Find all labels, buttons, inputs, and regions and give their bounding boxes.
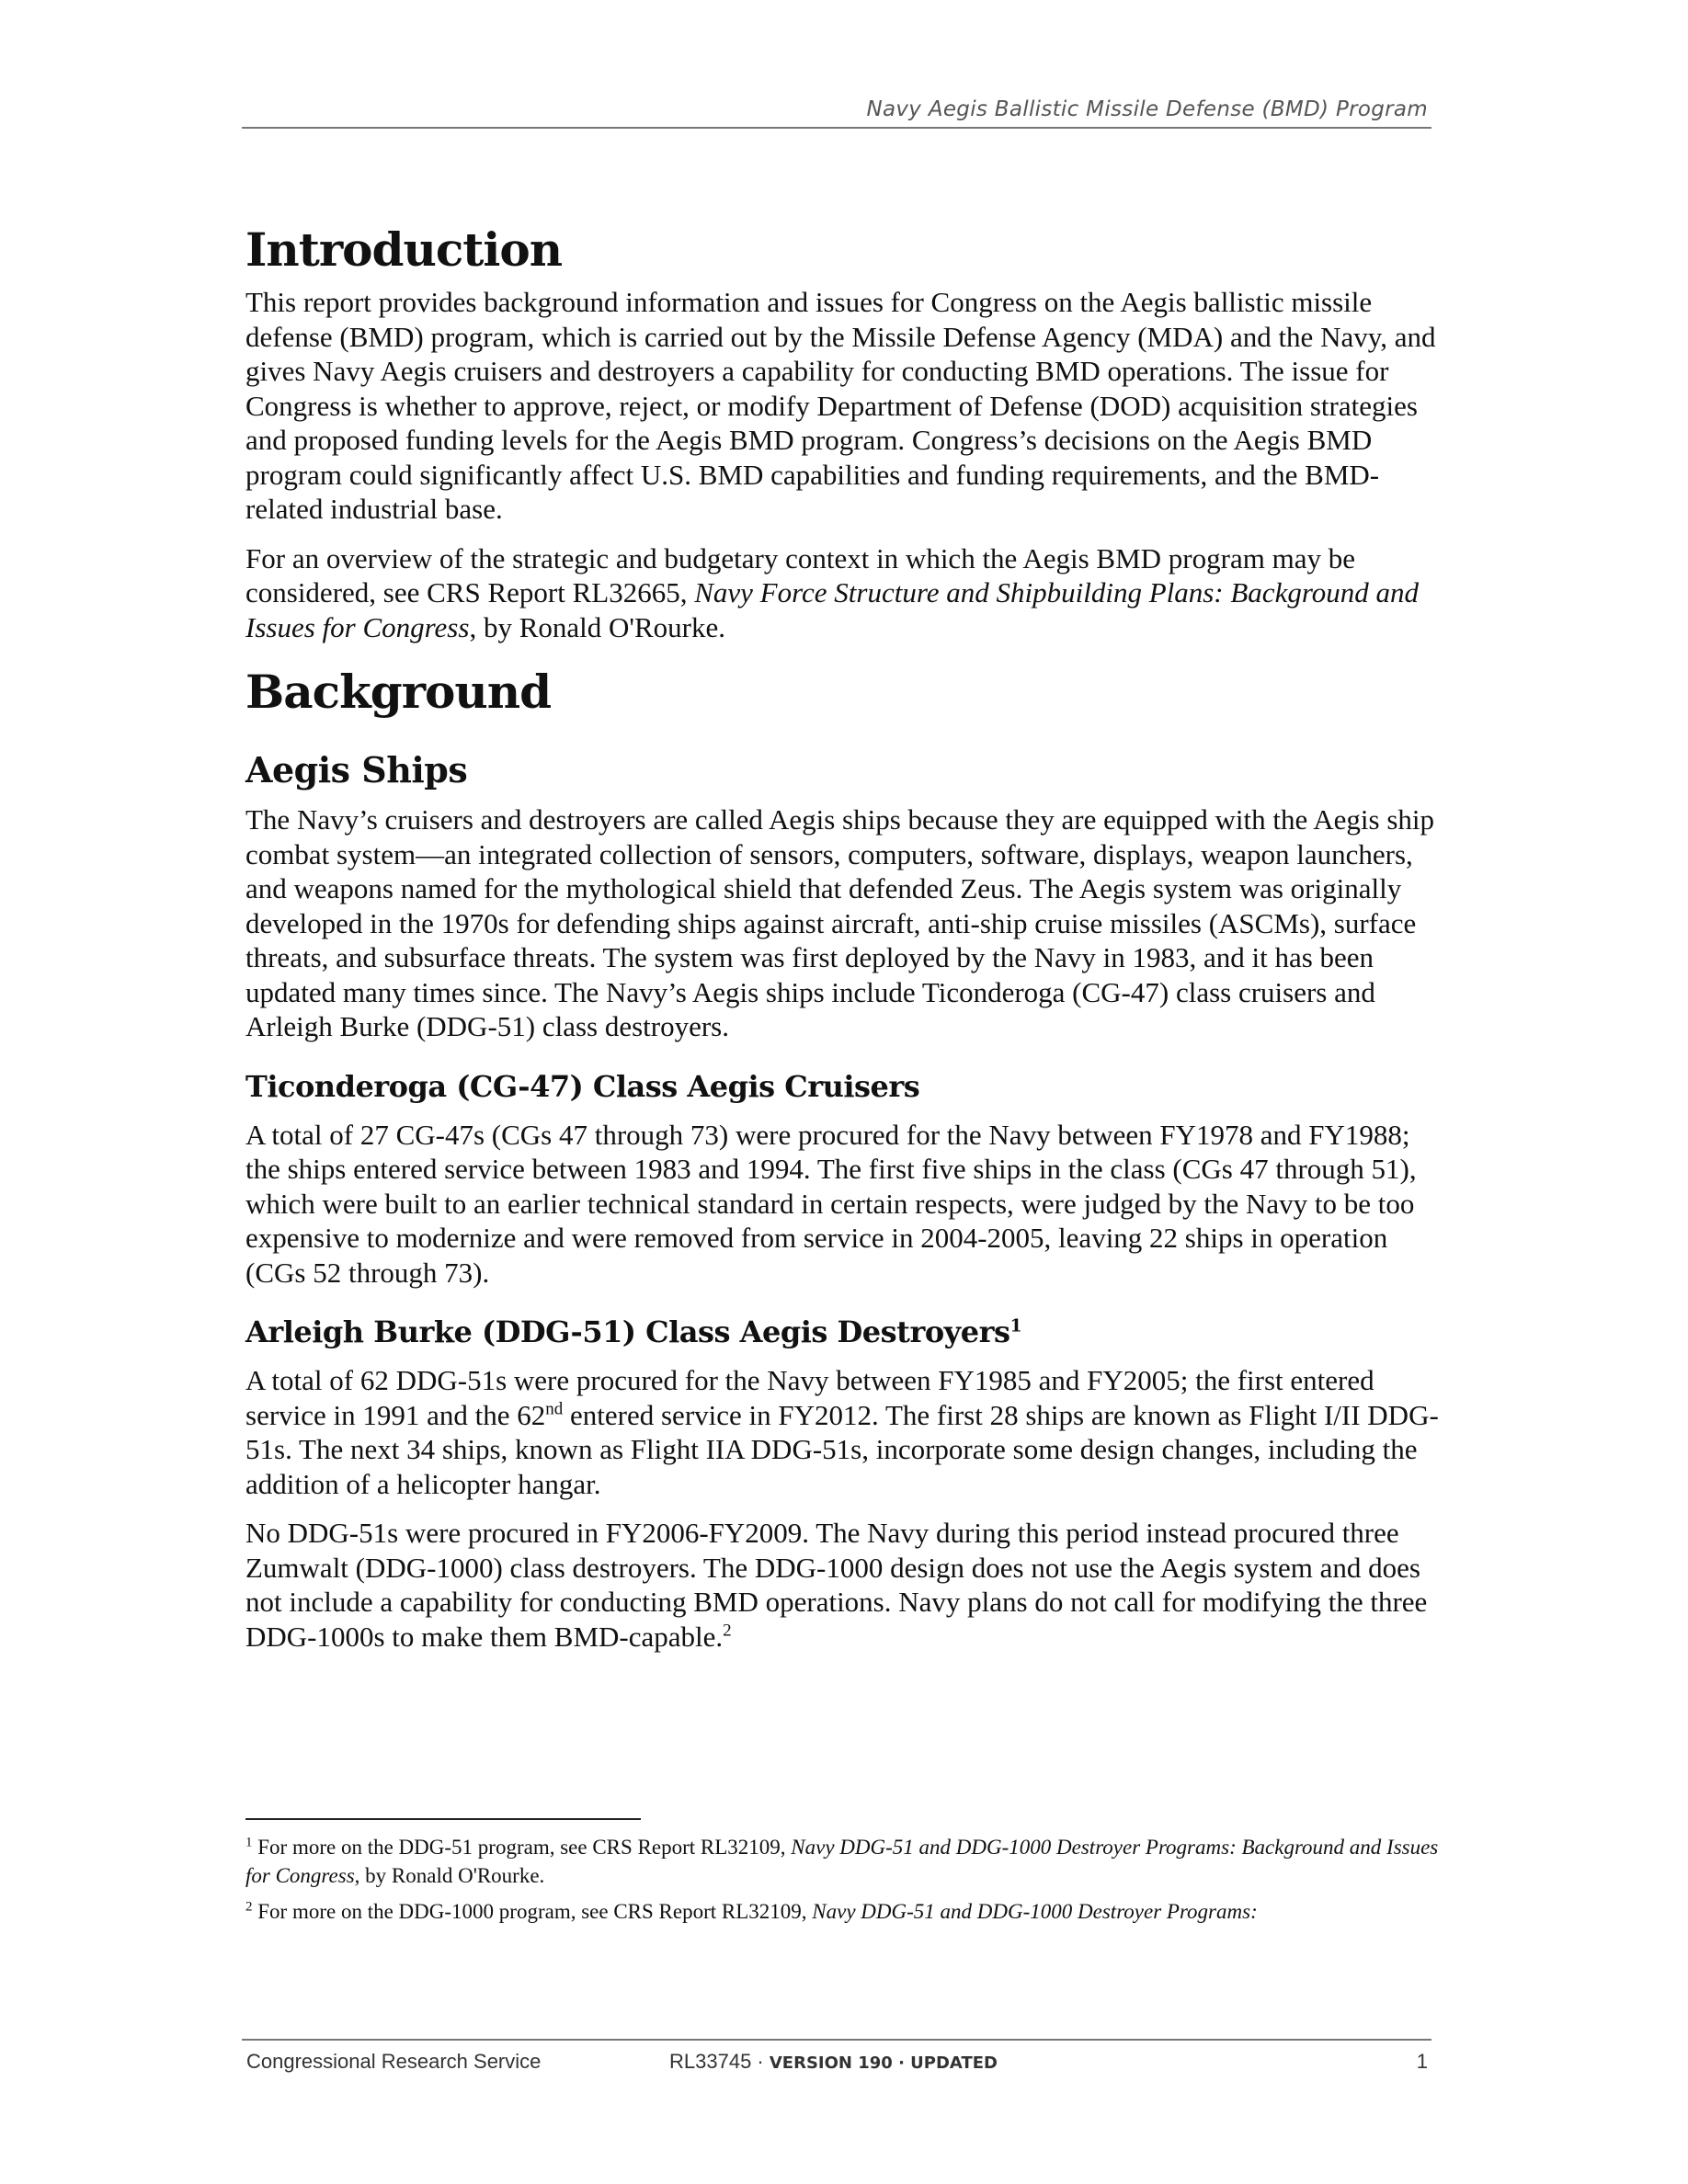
background-heading: Background [245, 665, 552, 719]
arleigh-burke-paragraph-1-rest: entered service in FY2012. The first 28 ships are known as Flight I/II DDG-51s. The next 34 ships, known as Flight IIA DDG-51s, incorporate some design changes, including the addition of a helicopter hangar. [245, 1398, 1439, 1500]
footer-version: VERSION 190 · UPDATED [769, 2053, 998, 2073]
footnote-1 [245, 1833, 1441, 1890]
running-header [242, 94, 1431, 129]
running-footer [242, 2039, 1431, 2077]
report-title-link: Navy Force Structure and Shipbuilding Plans: Background and Issues for Congress [245, 576, 1419, 643]
ticonderoga-heading: Ticonderoga (CG-47) Class Aegis Cruisers [245, 1068, 920, 1104]
aegis-ships-paragraph: The Navy’s cruisers and destroyers are called Aegis ships because they are equipped with the Aegis ship combat system—an integrated collection of sensors, computers, software, displays, weapon launchers, and weapons named for the mythological shield that defended Zeus. The Aegis system was originally developed in the 1970s for defending ships against aircraft, anti-ship cruise missiles (ASCMs), surface threats, and subsurface threats. The system was first deployed by the Navy in 1983, and it has been updated many times since. The Navy’s Aegis ships include Ticonderoga (CG-47) class cruisers and Arleigh Burke (DDG-51) class destroyers. [245, 803, 1435, 1042]
footnote-1-text: For more on the DDG-51 program, see CRS Report RL32109, [252, 1836, 792, 1859]
footnote-1-number: 1 [245, 1835, 253, 1850]
introduction-paragraph-2-text: For an overview of the strategic and budgetary context in which the Aegis BMD program may be considered, see CRS Report RL32665, [245, 541, 1355, 609]
introduction-heading: Introduction [245, 222, 563, 277]
footer-report-id [669, 2050, 998, 2074]
footnote-2-report-title: Navy DDG-51 and DDG-1000 Destroyer Programs: [812, 1900, 1258, 1923]
arleigh-burke-heading [245, 1312, 1441, 1352]
ticonderoga-paragraph: A total of 27 CG-47s (CGs 47 through 73) were procured for the Navy between FY1978 and FY1988; the ships entered service between 1983 and 1994. The first five ships in the class (CGs 47 through 51), which were built to an earlier technical standard in certain respects, were judged by the Navy to be too expensive to modernize and were removed from service in 2004-2005, leaving 22 ships in operation (CGs 52 through 73). [245, 1118, 1417, 1289]
footnote-2-text: For more on the DDG-1000 program, see CRS Report RL32109, [252, 1900, 813, 1923]
footnote-2 [245, 1897, 1441, 1926]
footnote-ref-1[interactable]: 1 [1009, 1315, 1022, 1337]
footer-organization: Congressional Research Service [246, 2050, 542, 2073]
body-content [245, 221, 1441, 1668]
introduction-paragraph-2 [245, 541, 1441, 645]
arleigh-burke-paragraph-2 [245, 1516, 1441, 1654]
footnotes [245, 1833, 1441, 1933]
running-header-title: Navy Aegis Ballistic Missile Defense (BMD) Program [866, 97, 1428, 121]
footer-report-number: RL33745 · [669, 2050, 770, 2073]
footnote-ref-2[interactable]: 2 [723, 1621, 732, 1641]
introduction-paragraph-2-author: , by Ronald O'Rourke. [469, 610, 725, 643]
aegis-ships-heading: Aegis Ships [245, 749, 468, 791]
arleigh-burke-paragraph-1 [245, 1363, 1441, 1501]
footnote-2-number: 2 [245, 1899, 253, 1915]
ordinal-suffix: nd [545, 1399, 564, 1419]
arleigh-burke-paragraph-1-text: A total of 62 DDG-51s were procured for the Navy between FY1985 and FY2005; the first entered service in 1991 and the 62 [245, 1364, 1374, 1431]
footnote-1-report-title: Navy DDG-51 and DDG-1000 Destroyer Programs: Background and Issues for Congress [245, 1836, 1439, 1887]
footnote-separator [245, 1818, 641, 1820]
introduction-paragraph-1: This report provides background information and issues for Congress on the Aegis ballistic missile defense (BMD) program, which is carried out by the Missile Defense Agency (MDA) and the Navy, and gives Navy Aegis cruisers and destroyers a capability for conducting BMD operations. The issue for Congress is whether to approve, reject, or modify Department of Defense (DOD) acquisition strategies and proposed funding levels for the Aegis BMD program. Congress’s decisions on the Aegis BMD program could significantly affect U.S. BMD capabilities and funding requirements, and the BMD-related industrial base. [245, 286, 1436, 525]
arleigh-burke-heading-text: Arleigh Burke (DDG-51) Class Aegis Destroyers [245, 1314, 1010, 1349]
page-number: 1 [1416, 2050, 1428, 2073]
footnote-1-author: , by Ronald O'Rourke. [354, 1864, 545, 1887]
arleigh-burke-paragraph-2-text: No DDG-51s were procured in FY2006-FY2009. The Navy during this period instead procured three Zumwalt (DDG-1000) class destroyers. The DDG-1000 design does not use the Aegis system and does not include a capability for conducting BMD operations. Navy plans do not call for modifying the three DDG-1000s to make them BMD-capable. [245, 1517, 1428, 1653]
